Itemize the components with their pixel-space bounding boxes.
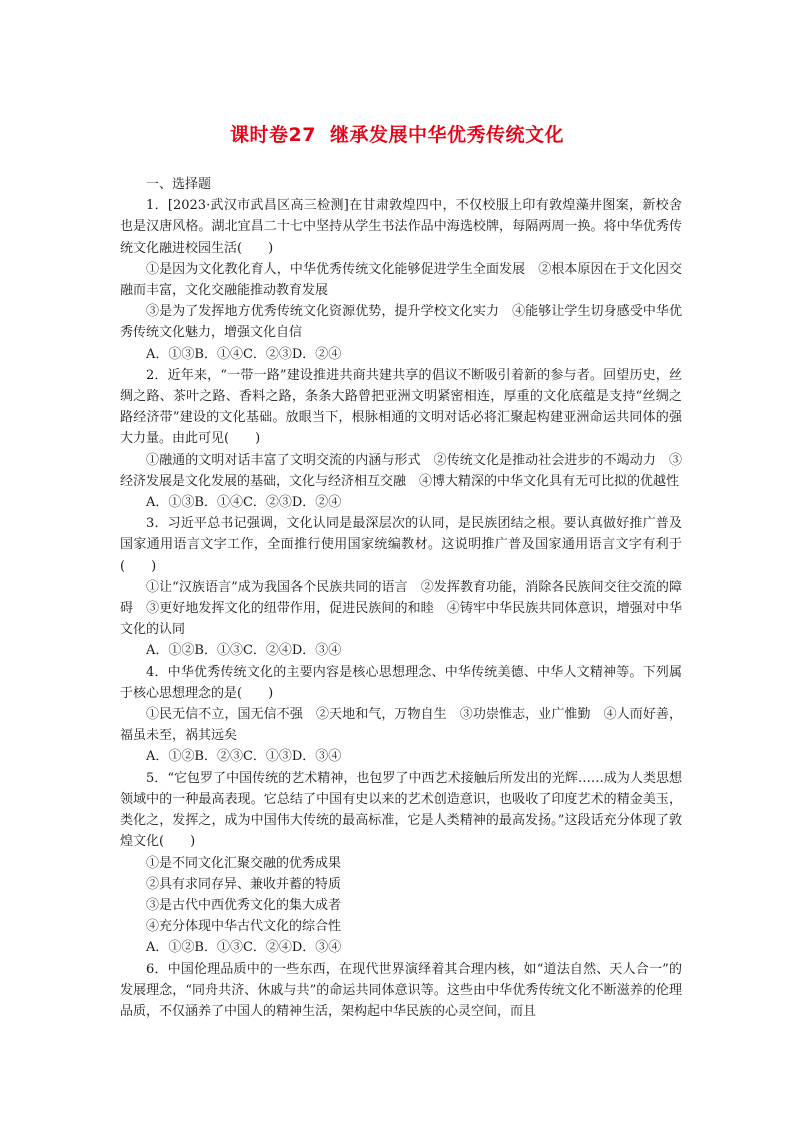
question-item: ③是古代中西优秀文化的集大成者 (146, 897, 342, 913)
question-stem: 4．中华优秀传统文化的主要内容是核心思想理念、中华传统美德、中华人文精神等。下列属于核心思想理念的是( ) (120, 664, 682, 701)
answer-choices: A．①②B．②③C．①③D．③④ (146, 749, 342, 765)
question-item: ①是因为文化教化育人，中华优秀传统文化能够促进学生全面发展 ②根本原因在于文化因交融而丰富，文化交融能推动教育发展 (120, 261, 682, 299)
question-item: ①民无信不立，国无信不强 ②天地和气，万物自生 ③功崇惟志，业广惟勤 ④人而好善，福虽未至，祸其远矣 (120, 707, 682, 744)
question-item: ②具有求同存异、兼收并蓄的特质 (146, 876, 342, 892)
answer-choices: A．①③B．①④C．②③D．②④ (146, 495, 342, 511)
question-item: ①让“汉族语言”成为我国各个民族共同的语言 ②发挥教育功能，消除各民族间交往交流的障碍 ③更好地发挥文化的纽带作用，促进民族间的和睦 ④铸牢中华民族共同体意识，增强对中华文化的认同 (120, 579, 682, 638)
question-item: ④充分体现中华古代文化的综合性 (146, 919, 342, 935)
question-content (120, 174, 682, 1022)
title-main: 继承发展中华优秀传统文化 (329, 124, 564, 146)
question-stem: 5．“它包罗了中国传统的艺术精神，也包罗了中西艺术接触后所发出的光辉……成为人类思想领域中的一种最高表现。它总结了中国有史以来的艺术创造意识，也吸收了印度艺术的精金美玉，类化之，发挥之，成为中国伟大传统的最高标准，它是人类精神的最高发扬。”这段话充分体现了敦煌文化( ) (120, 770, 682, 850)
question-item: ③是为了发挥地方优秀传统文化资源优势，提升学校文化实力 ④能够让学生切身感受中华优秀传统文化魅力，增强文化自信 (120, 304, 682, 341)
answer-choices: A．①②B．①③C．②④D．③④ (146, 940, 342, 956)
answer-choices: A．①②B．①③C．②④D．③④ (146, 643, 342, 659)
question-stem: 2．近年来，“一带一路”建设推进共商共建共享的倡议不断吸引着新的参与者。回望历史，丝绸之路、茶叶之路、香料之路，条条大路曾把亚洲文明紧密相连，厚重的文化底蕴是支持“丝绸之路经济带”建设的文化基础。放眼当下，根脉相通的文明对话必将汇聚起构建亚洲命运共同体的强大力量。由此可见( ) (120, 367, 682, 447)
question-stem: 1．[2023·武汉市武昌区高三检测]在甘肃敦煌四中，不仅校服上印有敦煌藻井图案，新校舍也是汉唐风格。湖北宜昌二十七中坚持从学生书法作品中海选校牌，每隔两周一换。将中华优秀传统文化融进校园生活( ) (120, 198, 682, 256)
question-stem: 6．中国伦理品质中的一些东西，在现代世界演绎着其合理内核，如“道法自然、天人合一”的发展理念，“同舟共济、休戚与共”的命运共同体意识等。这些由中华优秀传统文化不断滋养的伦理品质，不仅涵养了中国人的精神生活，架构起中华民族的心灵空间，而且 (120, 961, 682, 1019)
section-heading: 一、选择题 (146, 177, 212, 192)
title-prefix: 课时卷27 (230, 124, 316, 146)
question-item: ①融通的文明对话丰富了文明交流的内涵与形式 ②传统文化是推动社会进步的不竭动力 ③经济发展是文化发展的基础，文化与经济相互交融 ④博大精深的中华文化具有无可比拟的优越性 (120, 452, 682, 489)
page-title (0, 120, 794, 147)
question-stem: 3．习近平总书记强调，文化认同是最深层次的认同，是民族团结之根。要认真做好推广普及国家通用语言文字工作，全面推行使用国家统编教材。这说明推广普及国家通用语言文字有利于( ) (120, 516, 682, 574)
question-item: ①是不同文化汇聚交融的优秀成果 (146, 855, 342, 871)
answer-choices: A．①③B．①④C．②③D．②④ (146, 346, 342, 362)
